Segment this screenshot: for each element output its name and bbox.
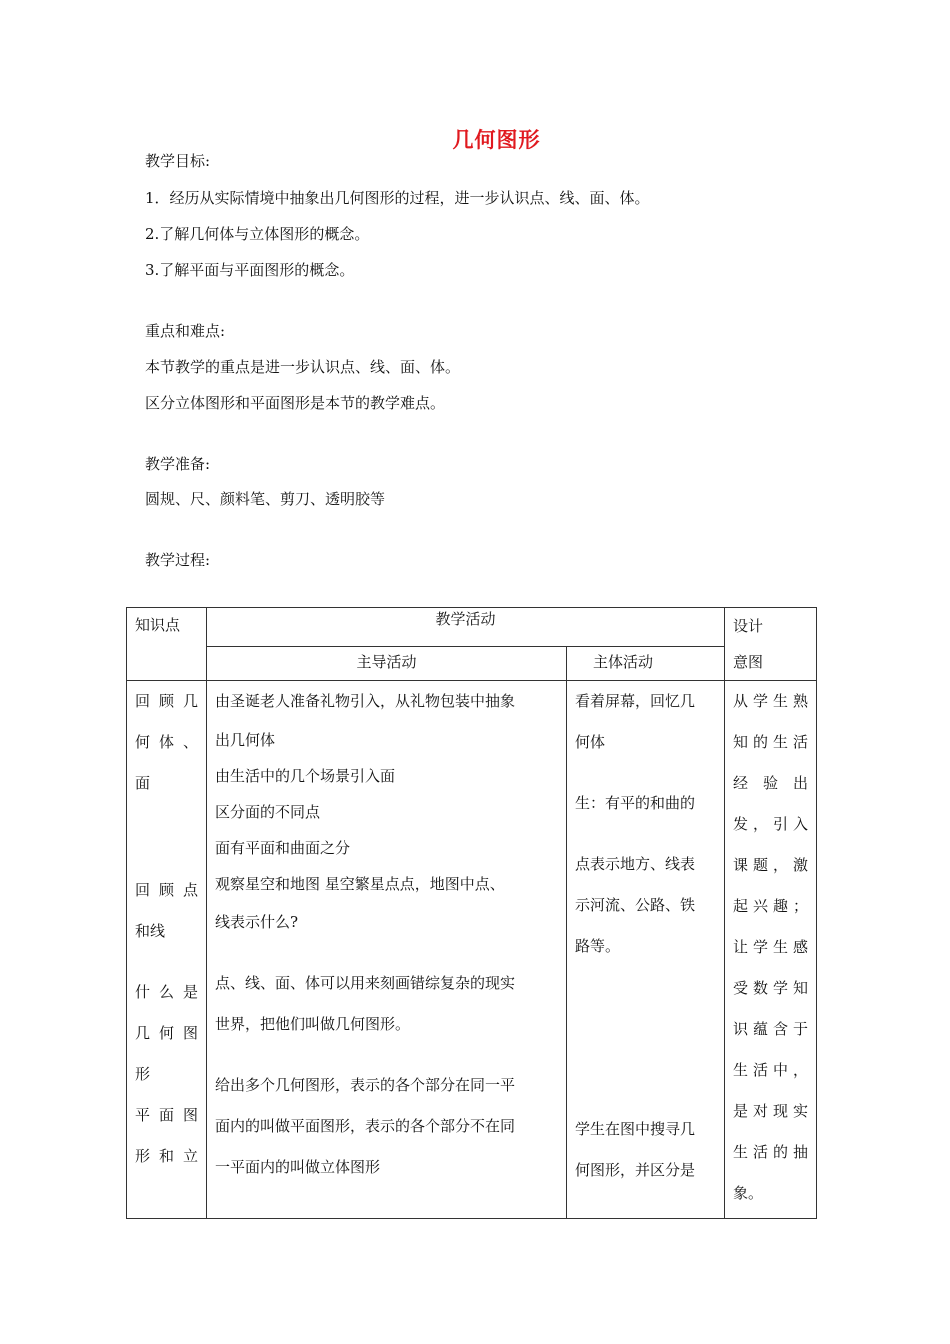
header-knowledge: 知识点 (127, 608, 207, 681)
section-heading-objectives: 教学目标: (145, 152, 211, 170)
lesson-table (126, 607, 817, 1219)
design-intent-cell: 从学生熟 知的生活 经验出 发，引入 课题，激 起兴趣； 让学生感 受数学知 识蕴含于 生活中， 是对现实 生活的抽 象。 (725, 681, 817, 1219)
header-lead: 主导活动 (207, 647, 567, 681)
section-heading-process: 教学过程: (145, 551, 211, 569)
header-design: 设计 意图 (725, 608, 817, 681)
objective-3: 3.了解平面与平面图形的概念。 (145, 261, 355, 279)
document-title: 几何图形 (452, 128, 541, 152)
section-heading-preparation: 教学准备: (145, 455, 211, 473)
keypoint-1: 本节教学的重点是进一步认识点、线、面、体。 (145, 358, 461, 376)
header-student: 主体活动 (567, 647, 725, 681)
student-activity-cell: 看着屏幕，回忆几 何体 生：有平的和曲的 点表示地方、线表 示河流、公路、铁 路等。 学生在图中搜寻几 何图形，并区分是 (567, 681, 725, 1219)
header-activity: 教学活动 (207, 608, 725, 647)
keypoint-2: 区分立体图形和平面图形是本节的教学难点。 (145, 394, 446, 412)
preparation-1: 圆规、尺、颜料笔、剪刀、透明胶等 (145, 490, 386, 508)
knowledge-cell: 回顾几 何体、 面 回顾点 和线 什么是 几何图 形 平面图 形和立 (127, 681, 207, 1219)
objective-1: 1．经历从实际情境中抽象出几何图形的过程，进一步认识点、线、面、体。 (145, 189, 650, 207)
lead-activity-cell: 由圣诞老人准备礼物引入，从礼物包装中抽象 出几何体 由生活中的几个场景引入面 区分面的不同点 面有平面和曲面之分 观察星空和地图 星空繁星点点，地图中点、 线表示什么? 点、线、面、体可以用来刻画错综复杂的现实 世界，把他们叫做几何图形。 给出多个几何图形，表示的各个部分在同一平 面内的叫做平面图形，表示的各个部分不在同 一平面内的叫做立体图形 (207, 681, 567, 1219)
section-heading-keypoints: 重点和难点: (145, 322, 226, 340)
objective-2: 2.了解几何体与立体图形的概念。 (145, 225, 370, 243)
